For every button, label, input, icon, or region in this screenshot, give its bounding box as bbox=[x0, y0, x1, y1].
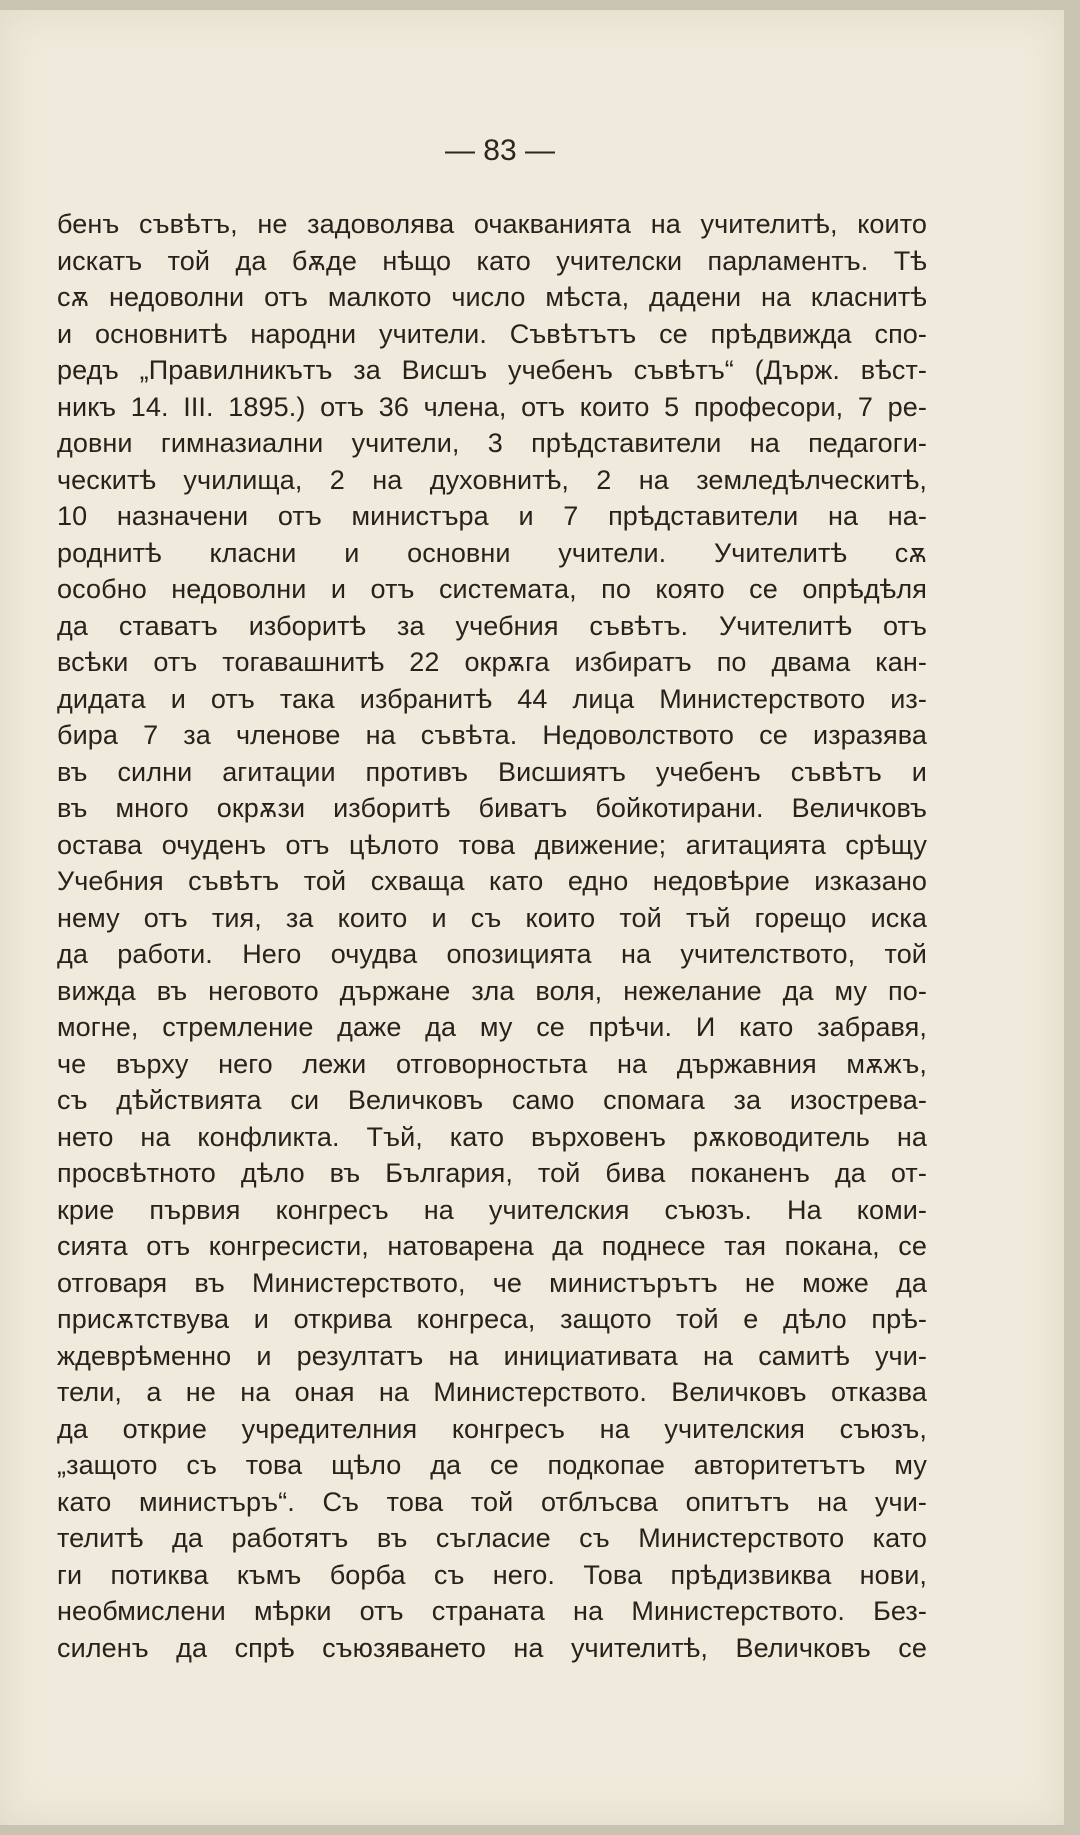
text-line: да ставатъ изборитѣ за учебния съвѣтъ. Учителитѣ отъ bbox=[57, 610, 927, 641]
page-number: — 83 — bbox=[444, 134, 556, 167]
text-line: „защото съ това щѣло да се подкопае авторитетътъ му bbox=[57, 1450, 927, 1480]
text-line: сѫ недоволни отъ малкото число мѣста, дадени на класнитѣ bbox=[57, 282, 927, 312]
text-line: въ силни агитации противъ Висшиятъ учебенъ съвѣтъ и bbox=[57, 756, 927, 787]
body-text bbox=[57, 206, 927, 1666]
text-line: особно недоволни и отъ системата, по която се опрѣдѣля bbox=[57, 574, 927, 604]
text-line: бенъ съвѣтъ, не задоволява очакванията на учителитѣ, които bbox=[57, 209, 927, 239]
text-line: просвѣтното дѣло въ България, той бива поканенъ да от- bbox=[57, 1158, 927, 1188]
text-line: необмислени мѣрки отъ страната на Министерството. Без- bbox=[57, 1596, 927, 1626]
text-line: искатъ той да бѫде нѣщо като учителски парламентъ. Тѣ bbox=[57, 245, 927, 276]
text-line: 10 назначени отъ министъра и 7 прѣдставители на на- bbox=[57, 501, 927, 531]
text-line: никъ 14. III. 1895.) отъ 36 члена, отъ които 5 професори, 7 ре- bbox=[57, 391, 927, 422]
text-line: нето на конфликта. Тъй, като върховенъ рѫководитель на bbox=[57, 1121, 927, 1152]
text-line: редъ „Правилникътъ за Висшъ учебенъ съвѣтъ“ (Държ. вѣст- bbox=[57, 355, 927, 385]
text-line: въ много окрѫзи изборитѣ биватъ бойкотирани. Величковъ bbox=[57, 793, 927, 823]
text-line: като министъръ“. Съ това той отблъсва опитътъ на учи- bbox=[57, 1486, 927, 1517]
text-line: съ дѣйствията си Величковъ само спомага за изострева- bbox=[57, 1085, 927, 1115]
text-line: бира 7 за членове на съвѣта. Недоволството се изразява bbox=[57, 720, 927, 750]
text-line: присѫтствува и открива конгреса, защото той е дѣло прѣ- bbox=[57, 1304, 927, 1334]
text-line: ги потиква къмъ борба съ него. Това прѣдизвиква нови, bbox=[57, 1559, 927, 1590]
text-line: отговаря въ Министерството, че министърътъ не може да bbox=[57, 1267, 927, 1298]
text-line: роднитѣ класни и основни учители. Учителитѣ сѫ bbox=[57, 537, 927, 568]
text-line: и основнитѣ народни учители. Съвѣтътъ се прѣдвижда спо- bbox=[57, 318, 927, 349]
text-line: крие първия конгресъ на учителския съюзъ. На коми- bbox=[57, 1194, 927, 1225]
text-line: силенъ да спрѣ съюзяването на учителитѣ, Величковъ се bbox=[57, 1632, 927, 1663]
text-line: сията отъ конгресисти, натоварена да поднесе тая покана, се bbox=[57, 1231, 927, 1261]
text-line: ждеврѣменно и резултатъ на инициативата на самитѣ учи- bbox=[57, 1340, 927, 1371]
text-line: довни гимназиални учители, 3 прѣдставители на педагоги- bbox=[57, 428, 927, 458]
text-line: да работи. Него очудва опозицията на учителството, той bbox=[57, 939, 927, 969]
book-page bbox=[0, 10, 1064, 1825]
text-line: телитѣ да работятъ въ съгласие съ Министерството като bbox=[57, 1523, 927, 1553]
text-line: дидата и отъ така избранитѣ 44 лица Министерството из- bbox=[57, 683, 927, 714]
text-line: тели, а не на оная на Министерството. Величковъ отказва bbox=[57, 1377, 927, 1407]
text-line: че върху него лежи отговорностьта на държавния мѫжъ, bbox=[57, 1048, 927, 1079]
text-line: да открие учредителния конгресъ на учителския съюзъ, bbox=[57, 1413, 927, 1444]
text-line: вижда въ неговото държане зла воля, нежелание да му по- bbox=[57, 975, 927, 1006]
text-line: ческитѣ училища, 2 на духовнитѣ, 2 на земледѣлческитѣ, bbox=[57, 464, 927, 495]
text-line: нему отъ тия, за които и съ които той тъй горещо иска bbox=[57, 902, 927, 933]
text-line: остава очуденъ отъ цѣлото това движение; агитацията срѣщу bbox=[57, 829, 927, 860]
text-line: всѣки отъ тогавашнитѣ 22 окрѫга избиратъ по двама кан- bbox=[57, 647, 927, 677]
text-line: Учебния съвѣтъ той схваща като едно недовѣрие изказано bbox=[57, 866, 927, 896]
text-line: могне, стремление даже да му се прѣчи. И като забравя, bbox=[57, 1012, 927, 1042]
